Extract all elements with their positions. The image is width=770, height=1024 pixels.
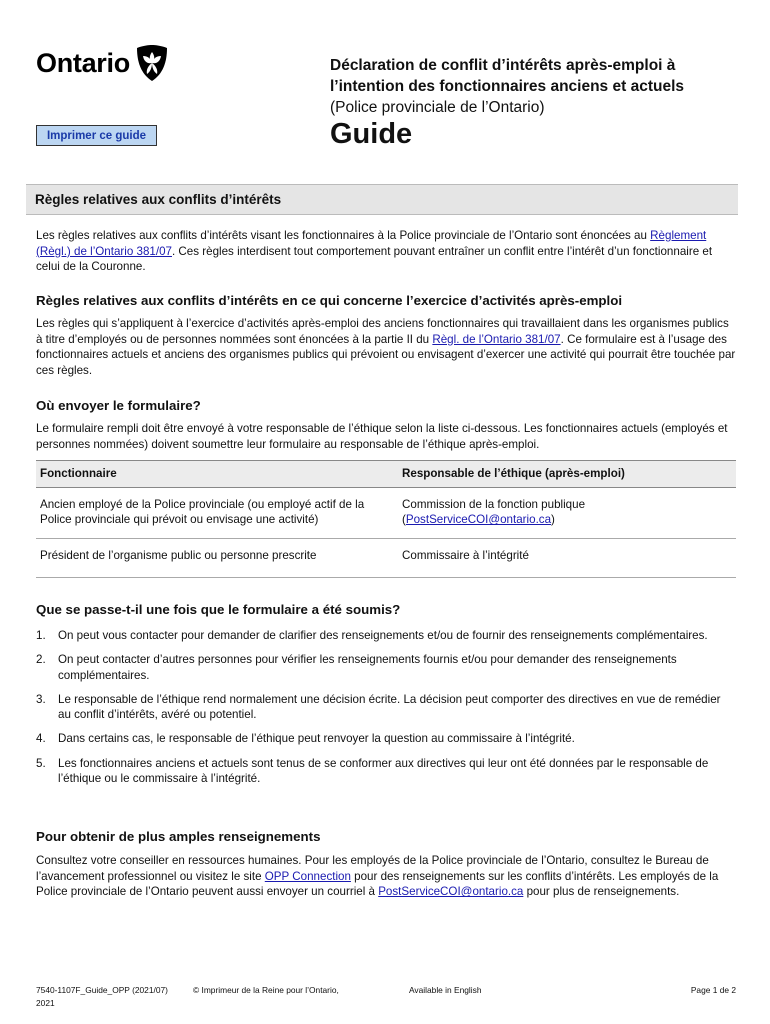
table-header-ethics-executive: Responsable de l’éthique (après-emploi) <box>398 461 736 488</box>
list-item <box>36 731 736 747</box>
list-item <box>36 652 736 683</box>
contact-email-link[interactable]: PostServiceCOI@ontario.ca <box>378 885 524 899</box>
where-heading: Où envoyer le formulaire? <box>36 398 201 413</box>
post-employment-text-start: Les règles qui s’appliquent à l’exercice d’activités après-emploi des anciens fonctionnaires qui travaillaient dans les organismes publics à titre d’employés ou de personnes nommées sont énoncées à la partie II du <box>36 317 729 346</box>
ethics-executive-table <box>36 460 736 578</box>
step-text: Dans certains cas, le responsable de l’éthique peut renvoyer la question au commissaire à l’intégrité. <box>58 732 575 746</box>
trillium-icon <box>136 44 168 82</box>
step-text: Les fonctionnaires anciens et actuels sont tenus de se conformer aux directives qui leur ont été données par le responsable de l’éthique ou le commissaire à l’intégrité. <box>58 756 709 786</box>
intro-paragraph <box>36 228 736 275</box>
title-line-3: (Police provinciale de l’Ontario) <box>330 99 545 116</box>
step-number: 4. <box>36 732 46 746</box>
more-info-text-1: Consultez votre conseiller en ressources humaines. Pour les employés de la Police provinciale de l’Ontario, consultez le Bureau de l’avancement professionnel ou visitez le site <box>36 854 709 883</box>
commission-name: Commission de la fonction publique <box>402 497 586 511</box>
after-submit-heading: Que se passe-t-il une fois que le formulaire a été soumis? <box>36 602 401 617</box>
more-info-text-3: pour plus de renseignements. <box>523 885 680 899</box>
where-paragraph: Le formulaire rempli doit être envoyé à votre responsable de l’éthique selon la liste ci-dessous. Les fonctionnaires actuels (employés et personnes nommées) doivent soumettre leur formulaire au responsable de l’éthique après-emploi. <box>36 422 728 451</box>
post-employment-text-end: . Ce formulaire est à l’usage des fonctionnaires actuels et anciens des organismes publics qui prévoient ou envisagent d’exercer une activité qui pourrait être touchée par ces règles. <box>36 332 736 377</box>
list-item <box>36 692 736 723</box>
document-title <box>330 55 750 118</box>
table-cell-president: Président de l’organisme public ou personne prescrite <box>36 538 398 577</box>
table-row <box>36 538 736 577</box>
title-line-1: Déclaration de conflit d’intérêts après-emploi à <box>330 57 676 74</box>
regulation-link[interactable]: Règlement (Règl.) de l’Ontario 381/07 <box>36 229 707 258</box>
table-cell-integrity-commissioner: Commissaire à l’intégrité <box>398 538 736 577</box>
more-info-paragraph <box>36 853 736 900</box>
table-cell-former-employee: Ancien employé de la Police provinciale (ou employé actif de la Police provinciale qui prévoit ou envisage une activité) <box>36 487 398 538</box>
opp-connection-link[interactable]: OPP Connection <box>264 869 351 883</box>
commission-email-link[interactable]: PostServiceCOI@ontario.ca <box>405 513 552 527</box>
email-open-paren: ( <box>402 513 406 527</box>
table-row <box>36 487 736 538</box>
table-header-public-servant: Fonctionnaire <box>36 461 398 488</box>
step-text: On peut vous contacter pour demander de clarifier des renseignements et/ou de fournir des renseignements complémentaires. <box>58 629 708 642</box>
post-employment-paragraph <box>36 316 736 378</box>
page-number: Page 1 de 2 <box>690 985 736 995</box>
steps-list <box>36 628 736 795</box>
intro-text-start: Les règles relatives aux conflits d’intérêts visant les fonctionnaires à la Police provinciale de l’Ontario sont énoncées au <box>36 229 651 242</box>
step-number: 1. <box>36 629 46 642</box>
logo-wordmark: Ontario <box>36 47 130 78</box>
title-line-2: l’intention des fonctionnaires anciens et actuels <box>330 78 684 95</box>
step-text: On peut contacter d’autres personnes pour vérifier les renseignements fournis et/ou pour demander des renseignements complémentaires. <box>58 653 677 682</box>
section-header-bar <box>26 184 738 215</box>
more-info-heading: Pour obtenir de plus amples renseignements <box>36 829 321 844</box>
section-title: Règles relatives aux conflits d’intérêts <box>35 192 282 207</box>
copyright: © Imprimeur de la Reine pour l’Ontario, <box>193 985 339 995</box>
available-in-english: Available in English <box>409 985 482 995</box>
more-info-text-2: pour des renseignements sur les conflits d’intérêts. Les employés de la Police provinciale de l’Ontario peuvent aussi envoyer un courriel à <box>36 869 719 899</box>
regulation-part2-link[interactable]: Règl. de l’Ontario 381/07 <box>432 332 561 346</box>
form-code: 7540-1107F_Guide_OPP (2021/07) 2021 <box>36 985 168 1008</box>
email-close-paren: ) <box>551 513 555 527</box>
post-employment-heading: Règles relatives aux conflits d’intérêts en ce qui concerne l’exercice d’activités après-emploi <box>36 293 623 308</box>
list-item <box>36 628 736 644</box>
guide-heading: Guide <box>330 118 413 150</box>
list-item <box>36 756 736 787</box>
table-cell-commission <box>398 487 736 538</box>
print-guide-button[interactable]: Imprimer ce guide <box>36 125 157 146</box>
step-number: 2. <box>36 653 46 667</box>
table-header-row <box>36 461 736 488</box>
step-number: 3. <box>36 692 46 706</box>
step-text: Le responsable de l’éthique rend normalement une décision écrite. La décision peut comporter des directives en vue de remédier au conflit d’intérêts, avéré ou potentiel. <box>58 692 721 722</box>
intro-text-end: . Ces règles interdisent tout comportement pouvant entraîner un conflit entre l’intérêt d’un fonctionnaire et celui de la Couronne. <box>36 244 713 274</box>
ontario-logo <box>36 44 168 82</box>
step-number: 5. <box>36 756 46 770</box>
